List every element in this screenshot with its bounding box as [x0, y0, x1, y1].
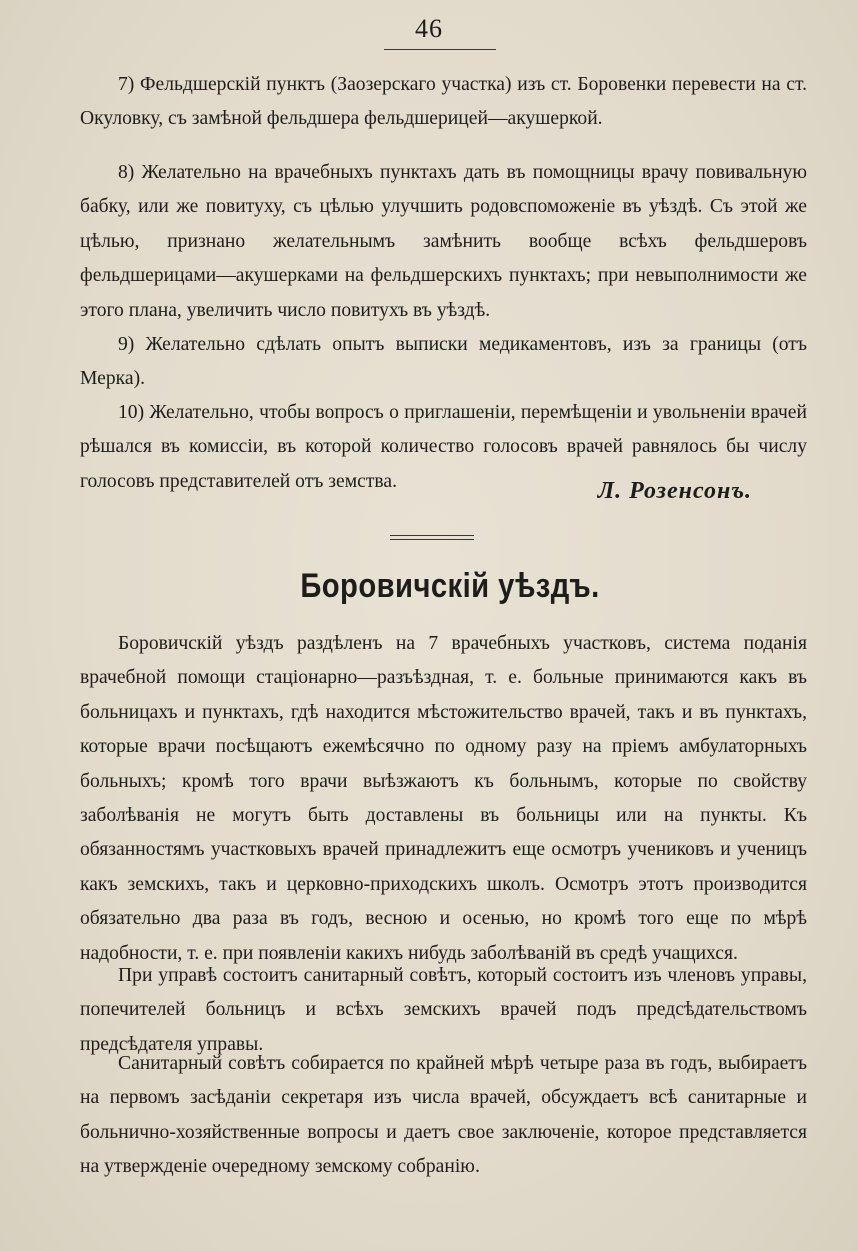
- paragraph-item-7: 7) Фельдшерскій пунктъ (Заозерскаго участка) изъ ст. Боровенки перевести на ст. Окуловку, съ замѣной фельдшера фельдшерицей—акушеркой.: [80, 74, 807, 130]
- section-title: Боровичскій уѣздъ.: [300, 567, 600, 605]
- section-paragraph-2: При управѣ состоитъ санитарный совѣтъ, который состоитъ изъ членовъ управы, попечителей больницъ и всѣхъ земскихъ врачей подъ предсѣдательствомъ предсѣдателя управы.: [80, 965, 807, 1055]
- paragraph-item-8: 8) Желательно на врачебныхъ пунктахъ дать въ помощницы врачу повивальную бабку, или же повитуху, съ цѣлью улучшить родовспоможеніе въ уѣздѣ. Съ этой же цѣлью, признано желательнымъ замѣнить вообще всѣхъ фельдшеровъ фельдшерицами—акушерками на фельдшерскихъ пунктахъ; при невыполнимости же этого плана, увеличить число повитухъ въ уѣздѣ.: [80, 162, 807, 321]
- page-number-rule: [384, 49, 496, 50]
- page-number: 46: [415, 14, 443, 43]
- section-paragraph-1: Боровичскій уѣздъ раздѣленъ на 7 врачебныхъ участковъ, система поданія врачебной помощи стаціонарно—разъѣздная, т. е. больные принимаются какъ въ больницахъ и пунктахъ, гдѣ находится мѣстожительство врачей, такъ и въ пунктахъ, которые врачи посѣщаютъ ежемѣсячно по одному разу на пріемъ амбулаторныхъ больныхъ; кромѣ того врачи выѣзжаютъ къ больнымъ, которые по свойству заболѣванія не могутъ быть доставлены въ больницы или на пункты. Къ обязанностямъ участковыхъ врачей принадлежитъ еще осмотръ учениковъ и ученицъ какъ земскихъ, такъ и церковно-приходскихъ школъ. Осмотръ этотъ производится обязательно два раза въ годъ, весною и осенью, но кромѣ того еще по мѣрѣ надобности, т. е. при появленіи какихъ нибудь заболѣваній въ средѣ учащихся.: [80, 633, 807, 964]
- signature: Л. Розенсонъ.: [597, 478, 752, 504]
- section-paragraph-3: Санитарный совѣтъ собирается по крайней мѣрѣ четыре раза въ годъ, выбираетъ на первомъ засѣданіи секретаря изъ числа врачей, обсуждаетъ всѣ санитарные и больнично-хозяйственные вопросы и даетъ свое заключеніе, которое представляется на утвержденіе очередному земскому собранію.: [80, 1053, 807, 1178]
- paragraph-item-10: 10) Желательно, чтобы вопросъ о приглашеніи, перемѣщеніи и увольненіи врачей рѣшался въ комиссіи, въ которой количество голосовъ врачей равнялось бы числу голосовъ представителей отъ земства.: [80, 402, 807, 492]
- section-divider: [390, 535, 474, 540]
- paragraph-item-9: 9) Желательно сдѣлать опытъ выписки медикаментовъ, изъ за границы (отъ Мерка).: [80, 334, 807, 390]
